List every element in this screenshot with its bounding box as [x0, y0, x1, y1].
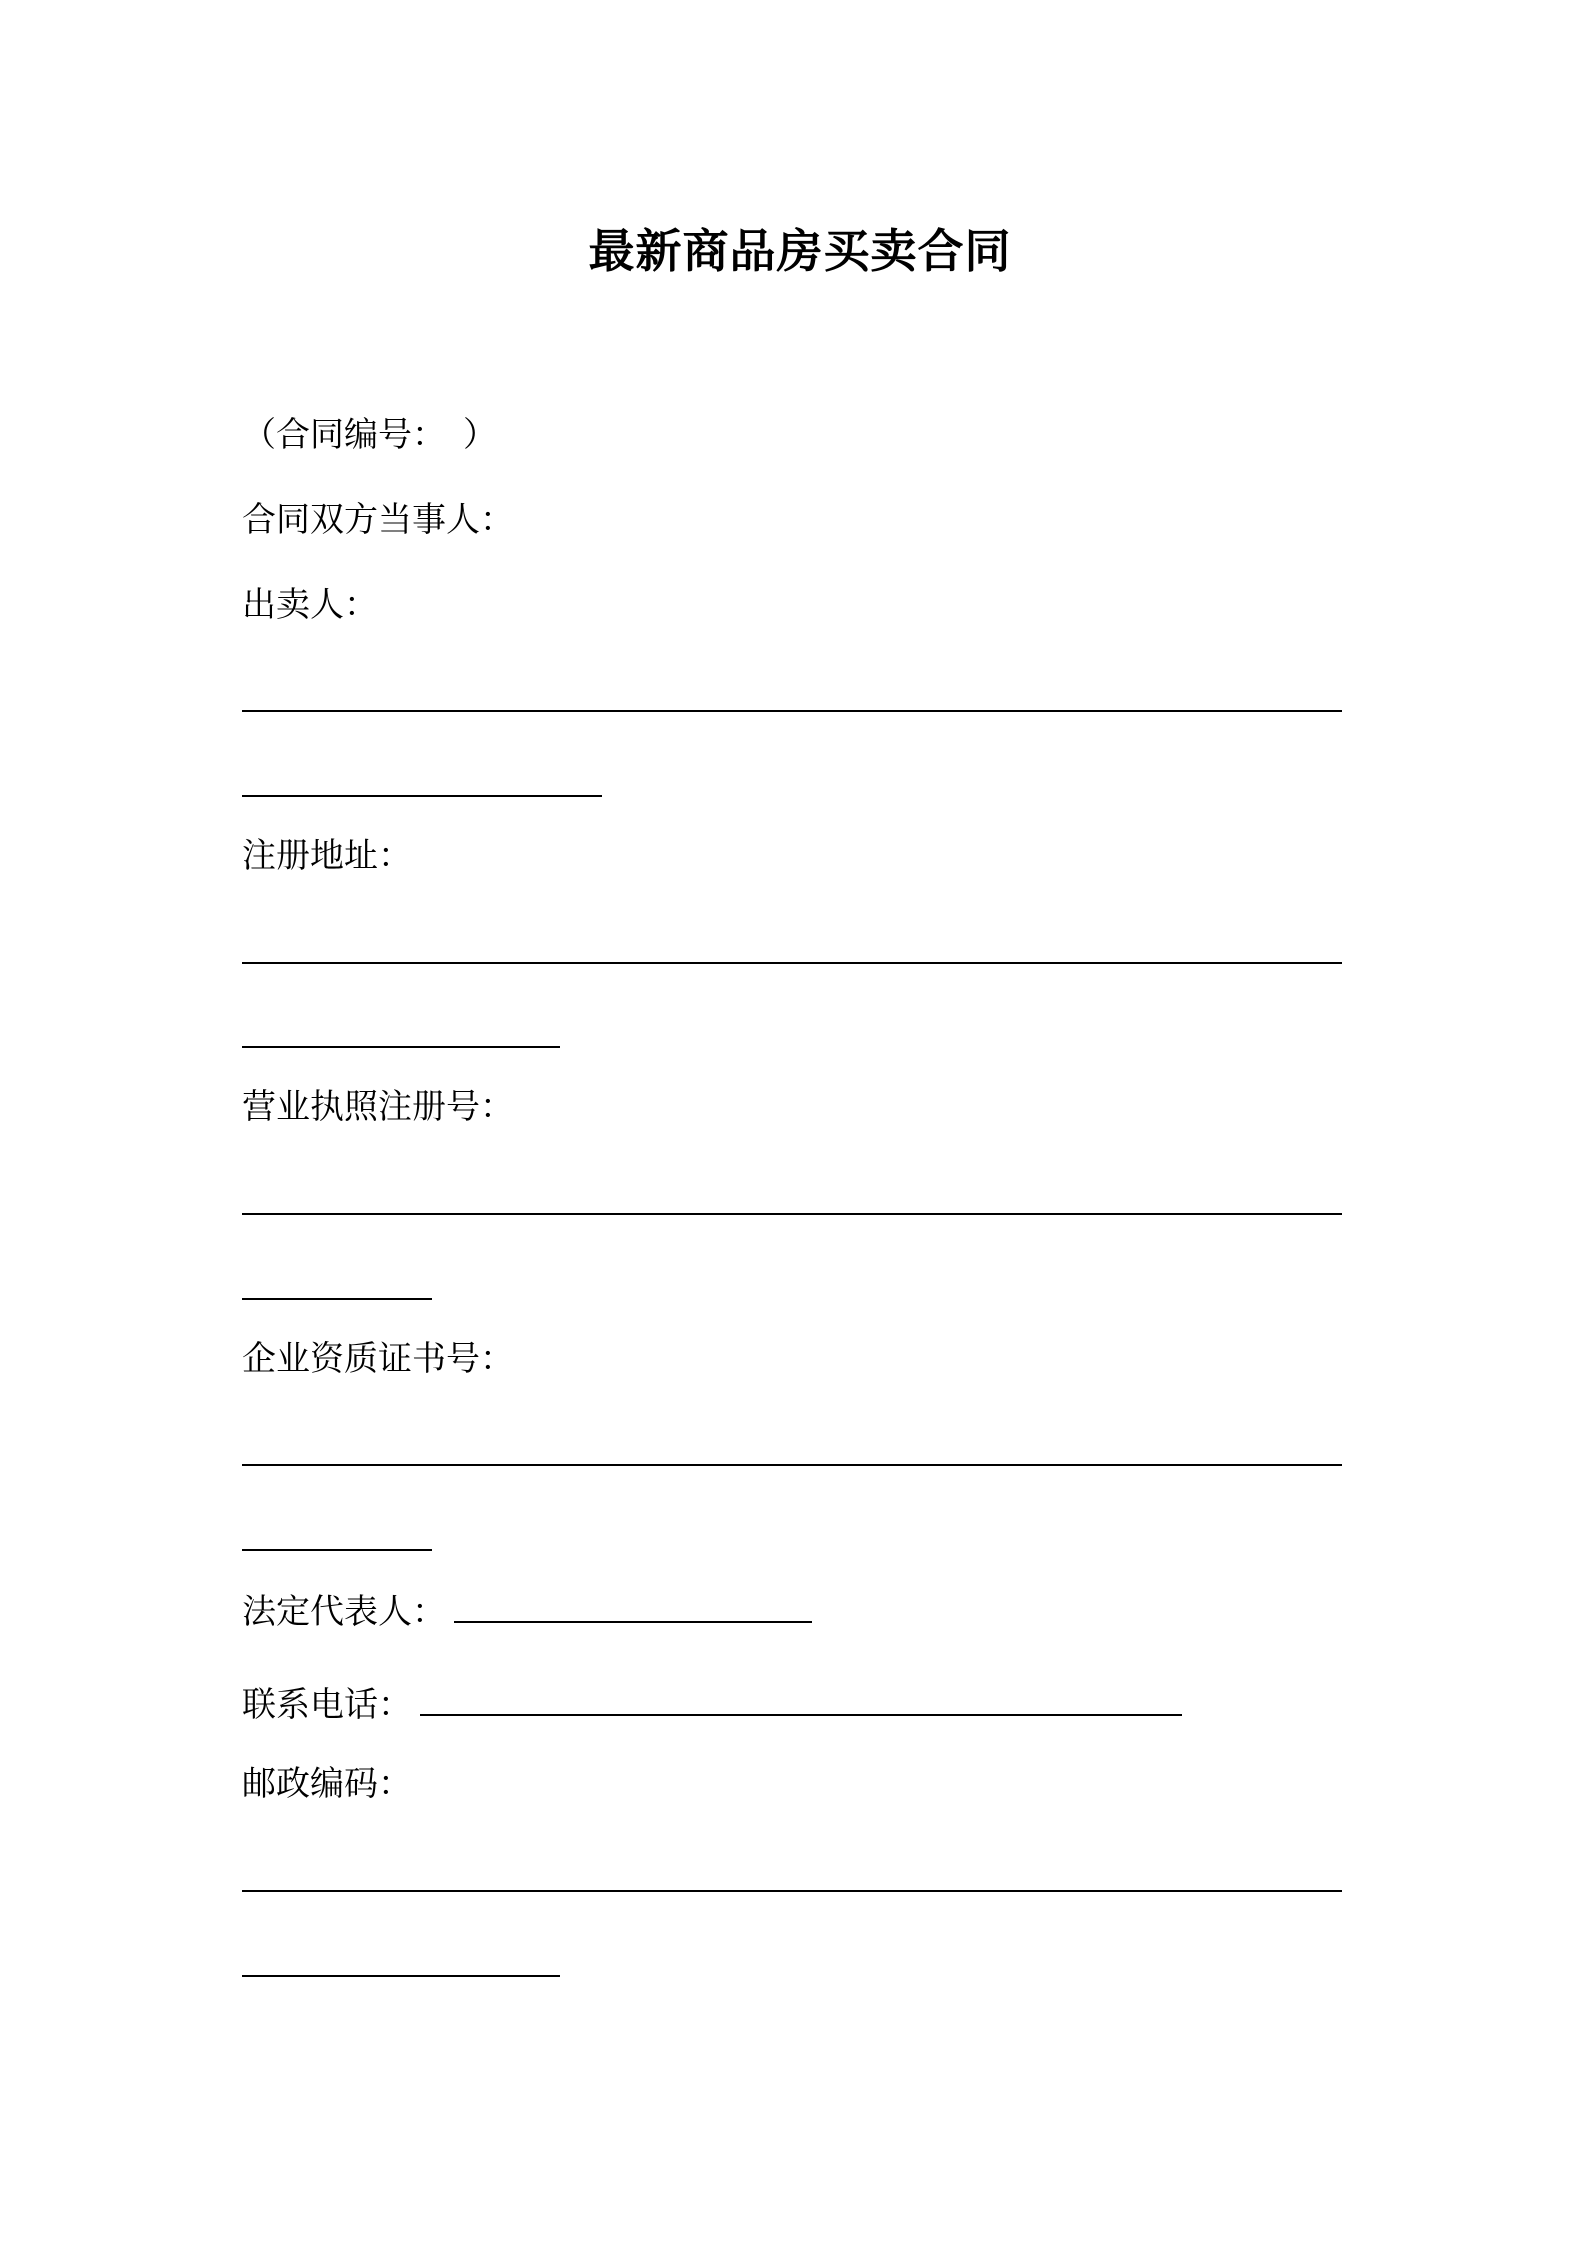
- legal-representative-label: 法定代表人：: [242, 1592, 446, 1632]
- phone-label: 联系电话：: [242, 1685, 412, 1725]
- registered-address-label: 注册地址：: [242, 836, 412, 876]
- postal-code-label: 邮政编码：: [242, 1764, 412, 1804]
- postal-code-blank-line-2[interactable]: [242, 1975, 560, 1977]
- page-title: 最新商品房买卖合同: [588, 224, 1012, 278]
- legal-representative-row: [242, 1590, 812, 1634]
- qualification-cert-blank-line-1[interactable]: [242, 1464, 1342, 1466]
- business-license-label: 营业执照注册号：: [242, 1087, 514, 1127]
- seller-blank-line-2[interactable]: [242, 795, 602, 797]
- postal-code-blank-line-1[interactable]: [242, 1890, 1342, 1892]
- qualification-cert-blank-line-2[interactable]: [242, 1549, 432, 1551]
- parties-label: 合同双方当事人：: [242, 500, 514, 540]
- contract-number-label: （合同编号： ）: [242, 415, 497, 455]
- seller-label: 出卖人：: [242, 585, 378, 625]
- business-license-blank-line-2[interactable]: [242, 1298, 432, 1300]
- registered-address-blank-line-2[interactable]: [242, 1046, 560, 1048]
- legal-representative-blank[interactable]: [454, 1591, 812, 1623]
- seller-blank-line-1[interactable]: [242, 710, 1342, 712]
- registered-address-blank-line-1[interactable]: [242, 962, 1342, 964]
- phone-row: [242, 1683, 1182, 1727]
- phone-blank[interactable]: [420, 1684, 1182, 1716]
- qualification-cert-label: 企业资质证书号：: [242, 1339, 514, 1379]
- business-license-blank-line-1[interactable]: [242, 1213, 1342, 1215]
